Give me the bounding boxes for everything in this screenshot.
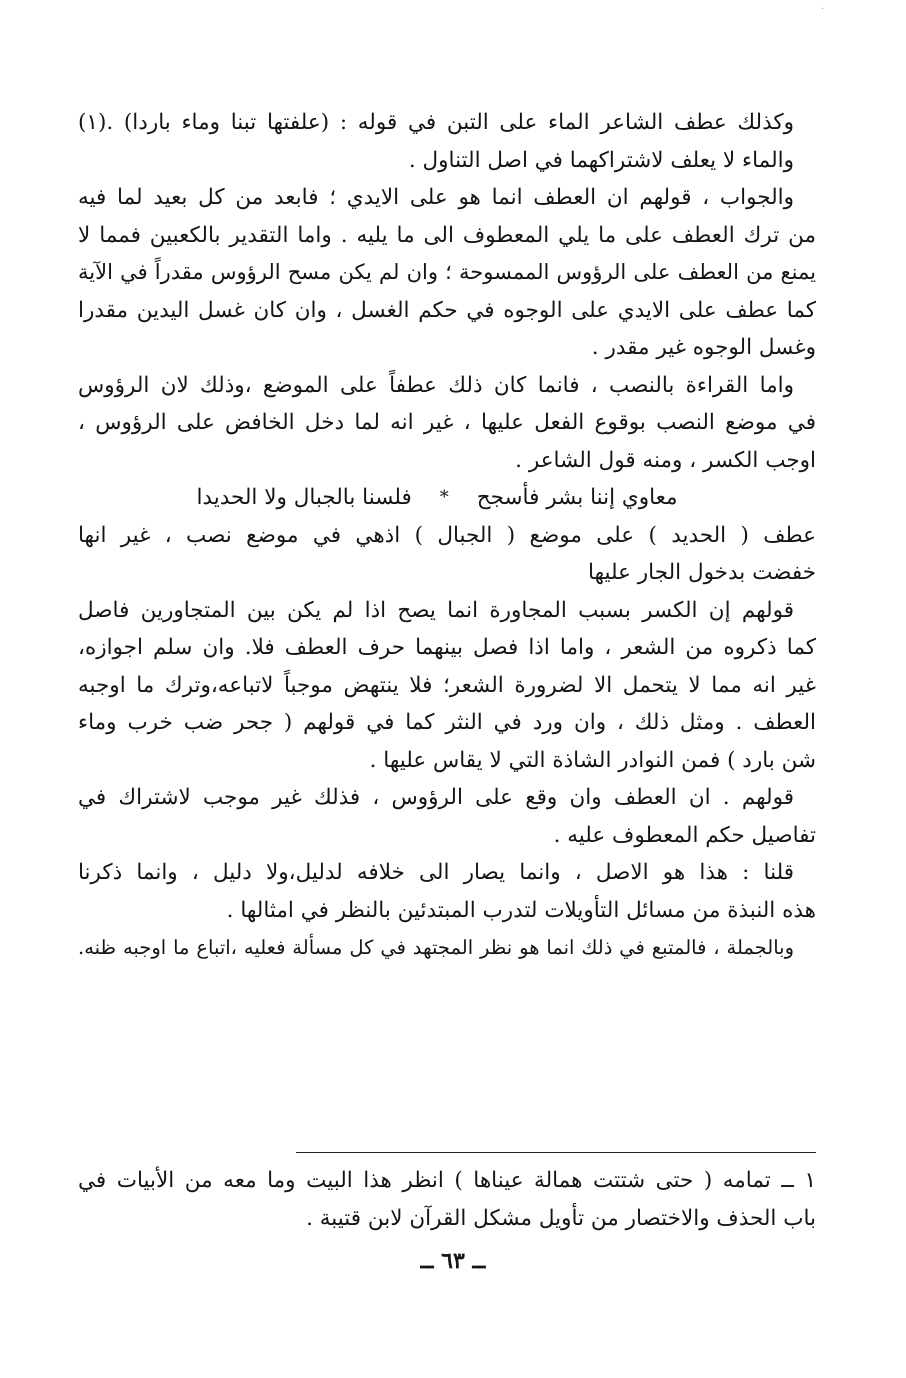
- text-line: يمنع من العطف على الرؤوس الممسوحة ؛ وان لم يكن مسح الرؤوس مقدراً في الآية: [78, 260, 816, 284]
- text-line: كما ذكروه من الشعر ، واما اذا فصل بينهما حرف العطف فلا. وان سلم اجوازه،: [78, 635, 816, 660]
- text-line: والجواب ، قولهم ان العطف انما هو على الايدي ؛ فابعد من كل بعيد لما فيه: [78, 185, 794, 210]
- page-number: ــ ٦٣ ــ: [420, 1248, 486, 1274]
- text-line: غير انه مما لا يتحمل الا لضرورة الشعر؛ فلا ينتهض موجباً لاتباعه،وترك ما اوجبه: [78, 672, 816, 698]
- paragraph: [78, 854, 816, 929]
- text-line: عطف ( الحديد ) على موضع ( الجبال ) اذهي في موضع نصب ، غير انها: [78, 522, 816, 548]
- footnote-line: باب الحذف والاختصار من تأويل مشكل القرآن لابن قتيبة .: [306, 1205, 816, 1231]
- text-line: العطف . ومثل ذلك ، وان ورد في النثر كما في قولهم ( جحر ضب خرب وماء: [78, 710, 816, 735]
- text-line: قولهم إن الكسر بسبب المجاورة انما يصح اذا لم يكن بين المتجاورين فاصل: [78, 597, 794, 623]
- text-line: من ترك العطف على ما يلي المعطوف الى ما يليه . واما التقدير بالكعبين فمما لا: [78, 222, 816, 248]
- text-line: كما عطف على الايدي على الوجوه في حكم الغسل ، وان كان غسل اليدين مقدرا: [78, 297, 816, 323]
- text-line: وبالجملة ، فالمتبع في ذلك انما هو نظر المجتهد في كل مسألة فعليه ،اتباع ما اوجبه ظنه.: [78, 936, 794, 959]
- footnote-divider: [296, 1152, 816, 1153]
- scan-mark-icon: ·: [820, 4, 824, 15]
- paragraph: [78, 779, 816, 854]
- text-line: هذه النبذة من مسائل التأويلات لتدرب المبتدئين بالنظر في امثالها .: [226, 897, 816, 923]
- text-line: في موضع النصب بوقوع الفعل عليها ، غير انه لما دخل الخافض على الرؤوس ،: [78, 410, 816, 435]
- paragraph: [78, 367, 816, 480]
- text-line: خفضت بدخول الجار عليها: [588, 560, 816, 585]
- main-text: [78, 104, 816, 967]
- footnotes: [78, 1162, 816, 1237]
- text-line: قلنا : هذا هو الاصل ، وانما يصار الى خلافه لدليل،ولا دليل ، وانما ذكرنا: [78, 860, 794, 885]
- paragraph: [78, 104, 816, 179]
- text-line: والماء لا يعلف لاشتراكهما في اصل التناول .: [408, 147, 794, 173]
- paragraph: [78, 517, 816, 592]
- text-line: وغسل الوجوه غير مقدر .: [591, 335, 816, 360]
- verse-second-hemistich: فلسنا بالجبال ولا الحديدا: [196, 485, 412, 510]
- text-line: قولهم . ان العطف وان وقع على الرؤوس ، فذلك غير موجب لاشتراك في: [78, 785, 794, 810]
- paragraph: [78, 179, 816, 367]
- verse-separator: *: [439, 487, 449, 508]
- poetry-verse: [78, 479, 816, 517]
- text-line: واما القراءة بالنصب ، فانما كان ذلك عطفاً على الموضع ،وذلك لان الرؤوس: [78, 372, 794, 398]
- paragraph: [78, 592, 816, 780]
- text-line: وكذلك عطف الشاعر الماء على التبن في قوله : (علفتها تبنا وماء باردا) .(١): [78, 110, 794, 135]
- verse-first-hemistich: معاوي إننا بشر فأسجح: [476, 485, 678, 510]
- paragraph: [78, 929, 816, 967]
- footnote-line: ١ ــ تمامه ( حتى شتتت همالة عيناها ) انظر هذا البيت وما معه من الأبيات في: [78, 1168, 816, 1193]
- text-line: اوجب الكسر ، ومنه قول الشاعر .: [515, 447, 816, 473]
- text-line: شن بارد ) فمن النوادر الشاذة التي لا يقاس عليها .: [369, 747, 816, 773]
- text-line: تفاصيل حكم المعطوف عليه .: [553, 822, 816, 848]
